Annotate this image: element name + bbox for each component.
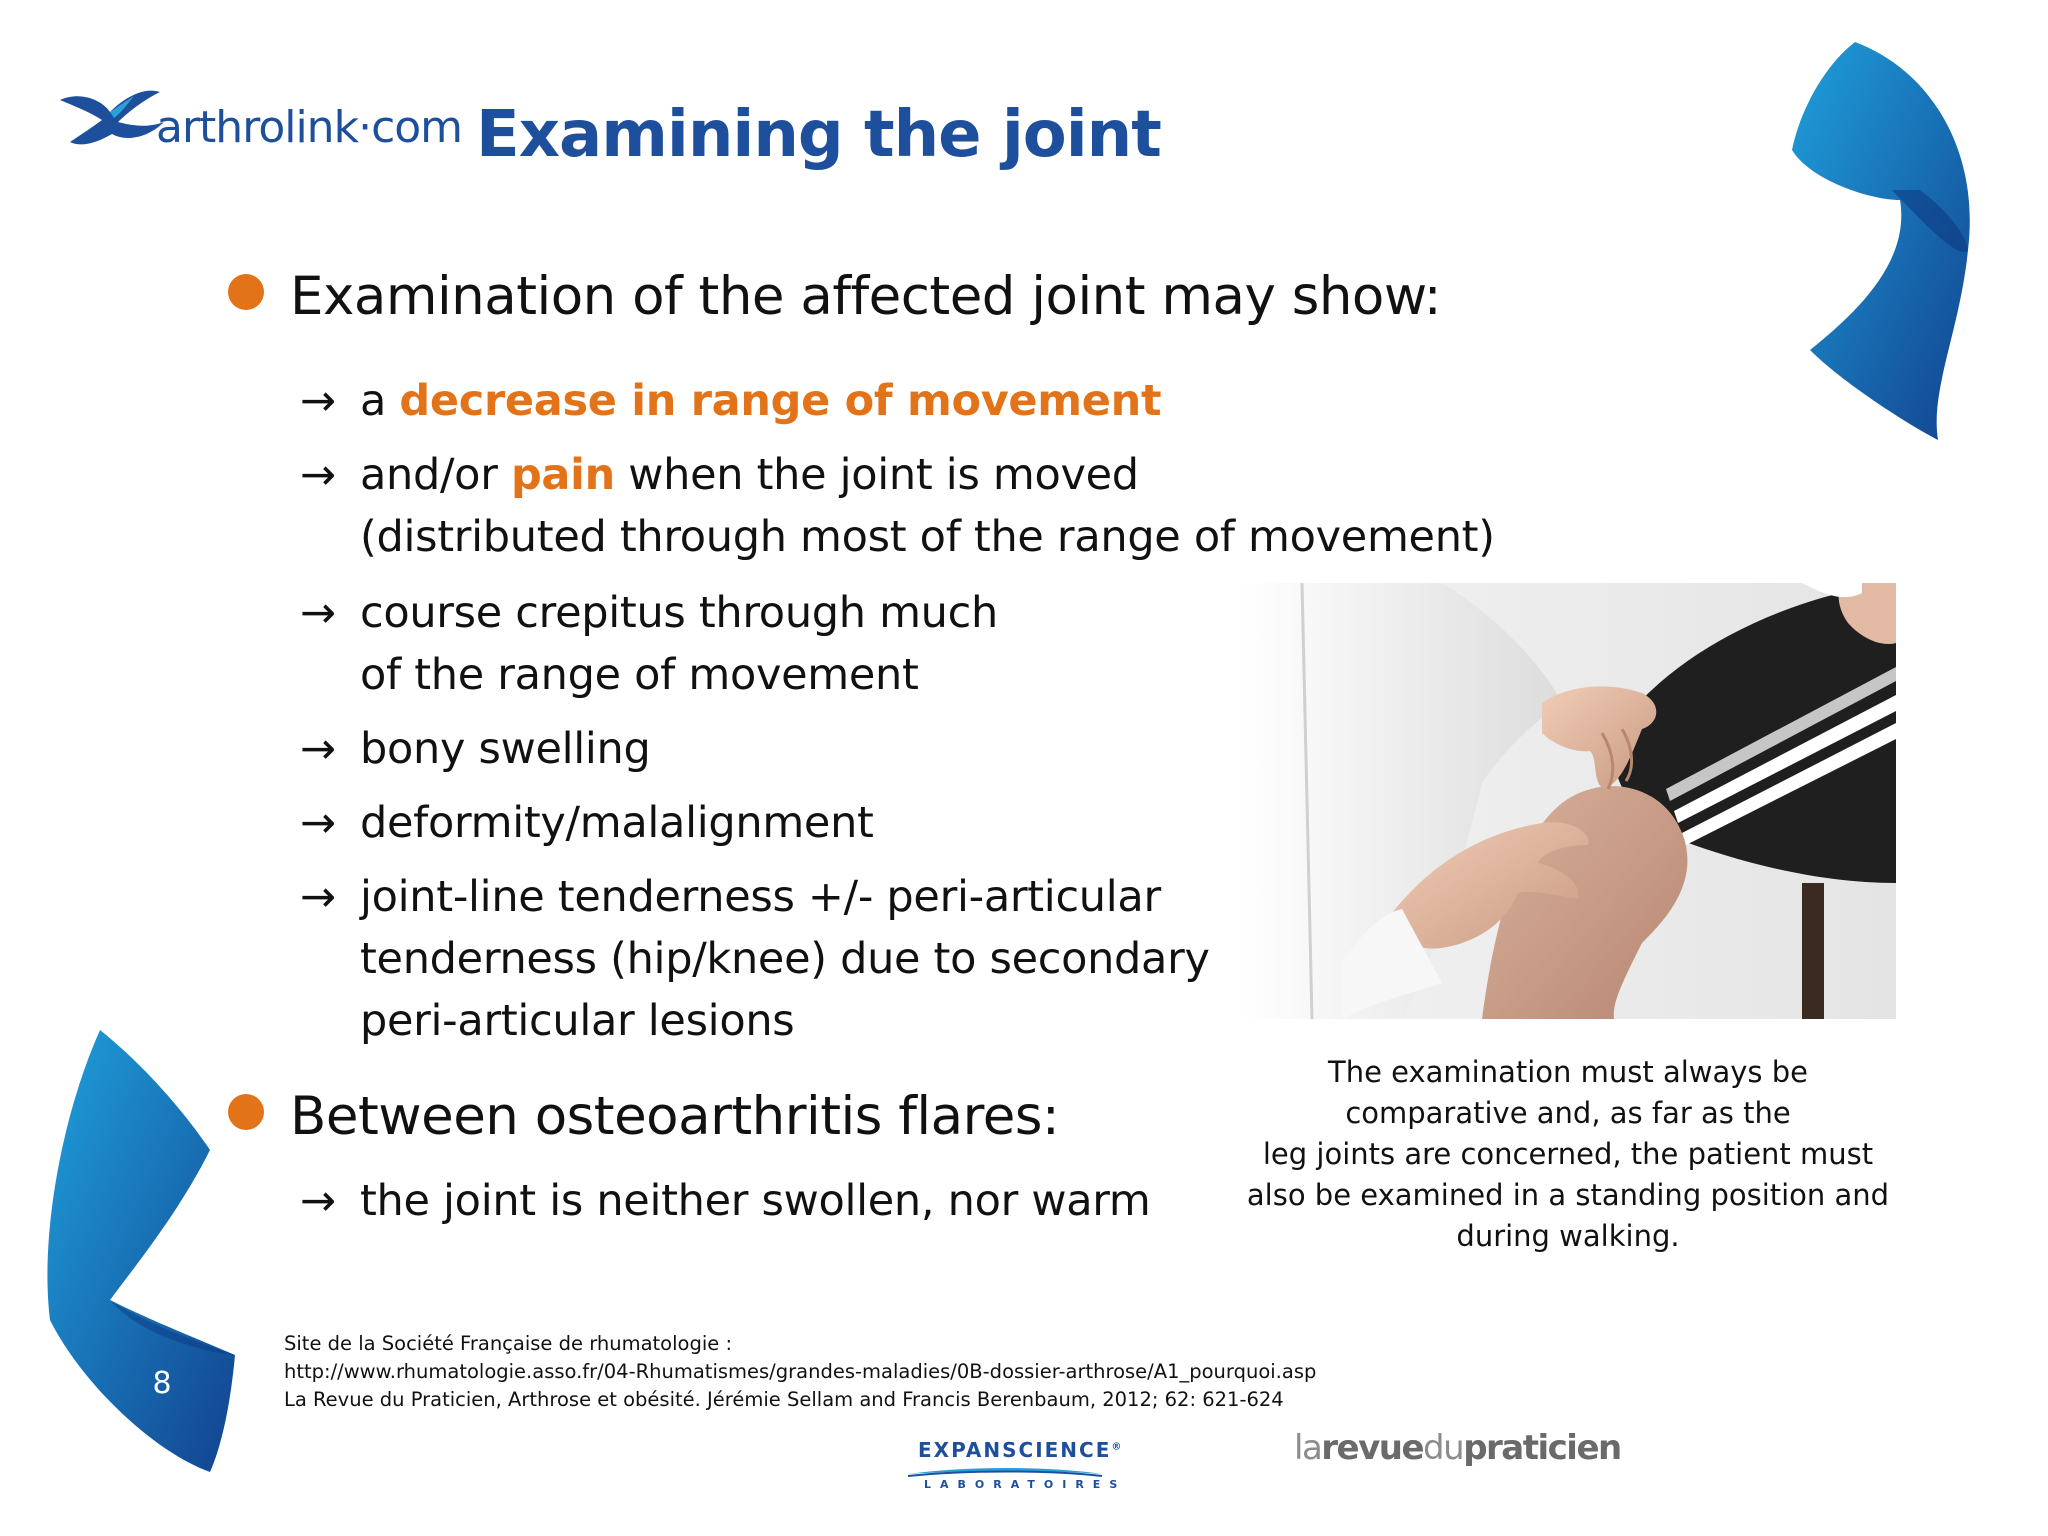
sub-line2: of the range of movement [360, 650, 919, 700]
sub-line1: bony swelling [360, 724, 651, 774]
references [284, 1330, 1316, 1414]
arrow-right-icon: → [300, 798, 336, 848]
reference-line: La Revue du Praticien, Arthrose et obésité. Jérémie Sellam and Francis Berenbaum, 2012; 62: 621-624 [284, 1388, 1284, 1411]
sub-line1: joint-line tenderness +/- peri-articular [360, 872, 1161, 922]
caption-line: during walking. [1456, 1219, 1680, 1253]
arthrolink-mark-icon [52, 82, 172, 152]
sub-line1: deformity/malalignment [360, 798, 874, 848]
caption-line: leg joints are concerned, the patient must [1262, 1137, 1874, 1171]
revue-du-praticien-logo: larevuedupraticien [1294, 1428, 1621, 1468]
sub-pre: and/or [360, 450, 511, 500]
expanscience-sub: LABORATOIRES [924, 1478, 1127, 1491]
arrow-right-icon: → [300, 872, 336, 922]
expanscience-logo [904, 1432, 1127, 1492]
bullet-1-text: Examination of the affected joint may show: [290, 266, 1442, 327]
caption-line: comparative and, as far as the [1345, 1096, 1791, 1130]
sub-highlight: pain [510, 450, 615, 500]
slide-title: Examining the joint [476, 98, 1161, 172]
logo-wordmark [156, 102, 462, 153]
logo-text-dot: · [358, 102, 372, 153]
bullet-2-text: Between osteoarthritis flares: [290, 1086, 1060, 1147]
bullet-dot [228, 274, 264, 310]
sub-line1: the joint is neither swollen, nor warm [360, 1176, 1151, 1226]
page-number: 8 [152, 1366, 172, 1401]
caption-line: also be examined in a standing position and [1246, 1178, 1890, 1212]
sub-line2: tenderness (hip/knee) due to secondary [360, 934, 1210, 984]
arrow-right-icon: → [300, 376, 336, 426]
photo-caption [1218, 1052, 1918, 1257]
logo-text-tld: com [371, 102, 463, 153]
decorative-swoosh-bottom-left [40, 1020, 250, 1480]
sub-highlight: decrease in range of movement [399, 376, 1162, 426]
arrow-right-icon: → [300, 1176, 336, 1226]
arrow-right-icon: → [300, 450, 336, 500]
knee-examination-photo [1242, 583, 1896, 1019]
arrow-right-icon: → [300, 588, 336, 638]
reference-line: Site de la Société Française de rhumatologie : [284, 1332, 733, 1355]
arrow-right-icon: → [300, 724, 336, 774]
reference-line: http://www.rhumatologie.asso.fr/04-Rhumatismes/grandes-maladies/0B-dossier-arthrose/A1_pourquoi.asp [284, 1360, 1317, 1383]
sub-line1: course crepitus through much [360, 588, 998, 638]
logo-text-main: arthrolink [156, 102, 359, 153]
expanscience-name: EXPANSCIENCE® [918, 1438, 1124, 1462]
expanscience-swoosh-icon [906, 1464, 1106, 1478]
bullet-dot [228, 1094, 264, 1130]
sub-line3: peri-articular lesions [360, 996, 795, 1046]
arthrolink-logo [52, 82, 463, 162]
sub-pre: a [360, 376, 400, 426]
decorative-swoosh-top-right [1780, 30, 1990, 450]
sub-line2: (distributed through most of the range of movement) [360, 512, 1495, 562]
sub-post: when the joint is moved [614, 450, 1139, 500]
caption-line: The examination must always be [1327, 1055, 1809, 1089]
